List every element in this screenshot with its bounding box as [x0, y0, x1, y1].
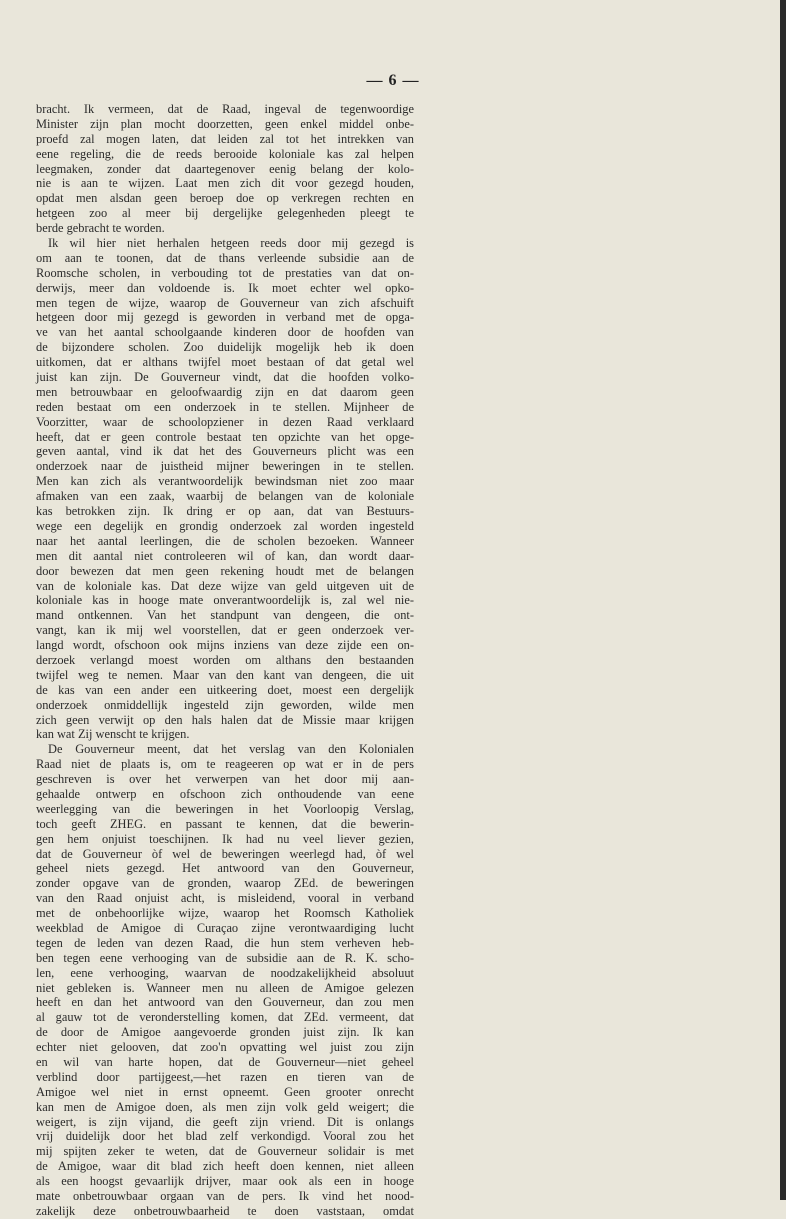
text-line: derzoek verlangd moest worden om althans den bestaanden [36, 652, 414, 667]
text-line: en wil van harte hopen, dat de Gouverneur—niet geheel [36, 1055, 414, 1069]
text-line: mij spijten zeker te weten, dat de Gouverneur solidair is met [36, 1144, 414, 1159]
text-line: de bijzondere scholen. Zoo duidelijk mogelijk heb ik doen [36, 340, 414, 355]
text-line: nie is aan te wijzen. Laat men zich dit voor gezegd houden, [36, 176, 414, 191]
text-line: de door de Amigoe aangevoerde gronden juist zijn. Ik kan [36, 1025, 414, 1040]
scan-edge [780, 0, 786, 1200]
text-line: niet gebleken is. Wanneer men nu alleen de Amigoe gelezen [36, 980, 414, 995]
text-line: zonder opgave van de gronden, waarop ZEd. de beweringen [36, 876, 414, 891]
text-line: Minister zijn plan mocht doorzetten, geen enkel middel onbe- [36, 116, 414, 131]
text-line: men betrouwbaar en geloofwaardig zijn en dat daarom geen [36, 384, 414, 399]
text-line: men dit aantal niet controleeren wil of kan, dan wordt daar- [36, 548, 414, 563]
text-line: echter niet gelooven, dat zoo'n opvatting wel juist zou zijn [36, 1040, 414, 1055]
text-line: van den Raad onjuist acht, is misleidend, vooral in verband [36, 891, 414, 906]
text-line: De Gouverneur meent, dat het verslag van den Kolonialen [48, 742, 414, 757]
text-line: van de koloniale kas. Dat deze wijze van geld uitgeven uit de [36, 578, 414, 593]
text-line: twijfel weg te nemen. Maar van den kant van dengeen, die uit [36, 667, 414, 682]
text-line: zakelijk deze onbetrouwbaarheid te doen vaststaan, omdat [36, 1203, 414, 1218]
text-line: mate onbetrouwbaar orgaan van de pers. Ik vind het nood- [36, 1189, 414, 1204]
text-line: ben tegen eene verhooging van de subsidie aan de R. K. scho- [36, 950, 414, 965]
text-line: dat de Gouverneur òf wel de beweringen weerlegd had, òf wel [36, 846, 414, 861]
text-line: weigert, is zijn vijand, die geeft zijn vriend. Dit is onlangs [36, 1114, 414, 1129]
text-line: toch geeft ZHEG. en passant te kennen, dat die bewerin- [36, 816, 414, 831]
text-line: door bewezen dat men geen rekening houdt met de belangen [36, 563, 414, 578]
text-line: bracht. Ik vermeen, dat de Raad, ingeval de tegenwoordige [36, 102, 414, 116]
text-line: zich geen verwijt op den hals halen dat de Missie maar krijgen [36, 712, 414, 727]
text-line: eene regeling, die de reeds berooide koloniale kas zal helpen [36, 146, 414, 161]
text-line: gehaalde ontwerp en ofschoon zich onthoudende van eene [36, 786, 414, 801]
text-line: kan wat Zij wenscht te krijgen. [36, 727, 190, 742]
text-line: proefd zal mogen laten, dat leiden zal tot het intrekken van [36, 131, 414, 146]
text-line: berde gebracht te worden. [36, 221, 165, 236]
body-text [36, 102, 414, 1219]
text-line: kas betrokken zijn. Ik dring er op aan, dat van Bestuurs- [36, 504, 414, 519]
text-line: geven aantal, vind ik dat het des Gouverneurs plicht was een [36, 444, 414, 459]
text-line: mand ontkennen. Van het standpunt van dengeen, die ont- [36, 608, 414, 623]
text-line: leegmaken, zonder dat daartegenover eenig belang der kolo- [36, 161, 414, 176]
text-line: Raad niet de plaats is, om te reageeren op wat er in de pers [36, 757, 414, 772]
text-line: kan men de Amigoe doen, als men zijn volk geld weigert; die [36, 1099, 414, 1114]
text-line: heeft en dan het antwoord van den Gouverneur, dan zou men [36, 995, 414, 1010]
text-line: vangt, kan ik mij wel voorstellen, dat er geen onderzoek ver- [36, 623, 414, 638]
text-line: Ik wil hier niet herhalen hetgeen reeds door mij gezegd is [48, 236, 414, 251]
text-line: al gauw tot de veronderstelling komen, dat ZEd. vermeent, dat [36, 1010, 414, 1025]
text-line: Men kan zich als verantwoordelijk bewindsman niet zoo maar [36, 474, 414, 489]
text-line: geheel niets gezegd. Het antwoord van den Gouverneur, [36, 861, 414, 876]
text-line: hetgeen zoo al meer bij dergelijke gelegenheden pleegt te [36, 206, 414, 221]
text-line: Roomsche scholen, in verbouding tot de prestaties van dat on- [36, 265, 414, 280]
text-line: wege een degelijk en grondig onderzoek zal worden ingesteld [36, 518, 414, 533]
text-line: koloniale kas in hooge mate onverantwoordelijk is, zal wel nie- [36, 593, 414, 608]
text-line: onderzoek naar de juistheid mijner beweringen in te stellen. [36, 459, 414, 474]
text-line: naar het aantal leerlingen, die de scholen bezoeken. Wanneer [36, 533, 414, 548]
text-line: verblind door partijgeest,—het razen en tieren van de [36, 1069, 414, 1084]
text-line: Voorzitter, waar de schoolopziener in dezen Raad verklaard [36, 414, 414, 429]
text-line: afmaken van een zaak, waarbij de belangen van de koloniale [36, 489, 414, 504]
text-line: om aan te toonen, dat de thans verleende subsidie aan de [36, 250, 414, 265]
text-line: reden bestaat om een onderzoek in te stellen. Mijnheer de [36, 399, 414, 414]
text-line: vrij duidelijk door het blad zelf verkondigd. Vooral zou het [36, 1129, 414, 1144]
text-line: men tegen de wijze, waarop de Gouverneur van zich afschuift [36, 295, 414, 310]
text-line: juist kan zijn. De Gouverneur vindt, dat die hoofden volko- [36, 370, 414, 385]
page-number: — 6 — [366, 72, 420, 89]
text-line: weerlegging van die beweringen in het Voorloopig Verslag, [36, 801, 414, 816]
text-line: de kas van een ander een uitkeering doet, moest een dergelijk [36, 682, 414, 697]
text-line: opdat men alsdan geen beroep doe op verkregen rechten en [36, 191, 414, 206]
text-line: ve van het aantal schoolgaande kinderen door de hoofden van [36, 325, 414, 340]
text-line: hetgeen door mij gezegd is geworden in verband met de opga- [36, 310, 414, 325]
text-line: Amigoe wel niet in ernst opneemt. Geen grooter onrecht [36, 1084, 414, 1099]
text-line: langd wordt, ofschoon ook mijns inziens van deze zijde een on- [36, 638, 414, 653]
text-line: de Amigoe, waar dit blad zich heeft doen kennen, niet alleen [36, 1159, 414, 1174]
text-line: geschreven is over het verwerpen van het door mij aan- [36, 772, 414, 787]
text-line: len, eene verhooging, waarvan de noodzakelijkheid absoluut [36, 965, 414, 980]
text-line: derwijs, meer dan voldoende is. Ik moet echter wel opko- [36, 280, 414, 295]
text-line: uitkomen, dat er althans twijfel moet bestaan of dat getal wel [36, 355, 414, 370]
text-line: heeft, dat er geen controle bestaat ten opzichte van het opge- [36, 429, 414, 444]
text-line: tegen de leden van dezen Raad, die hun stem verheven heb- [36, 935, 414, 950]
text-line: gen hem onjuist toeschijnen. Ik had nu veel liever gezien, [36, 831, 414, 846]
text-line: weekblad de Amigoe di Curaçao zijne verontwaardiging lucht [36, 920, 414, 935]
text-line: met de onbehoorlijke wijze, waarop het Roomsch Katholiek [36, 906, 414, 921]
text-line: onderzoek onmiddellijk ingesteld zijn geworden, wilde men [36, 697, 414, 712]
text-line: als een hoogst gevaarlijk drijver, maar ook als een in hooge [36, 1174, 414, 1189]
